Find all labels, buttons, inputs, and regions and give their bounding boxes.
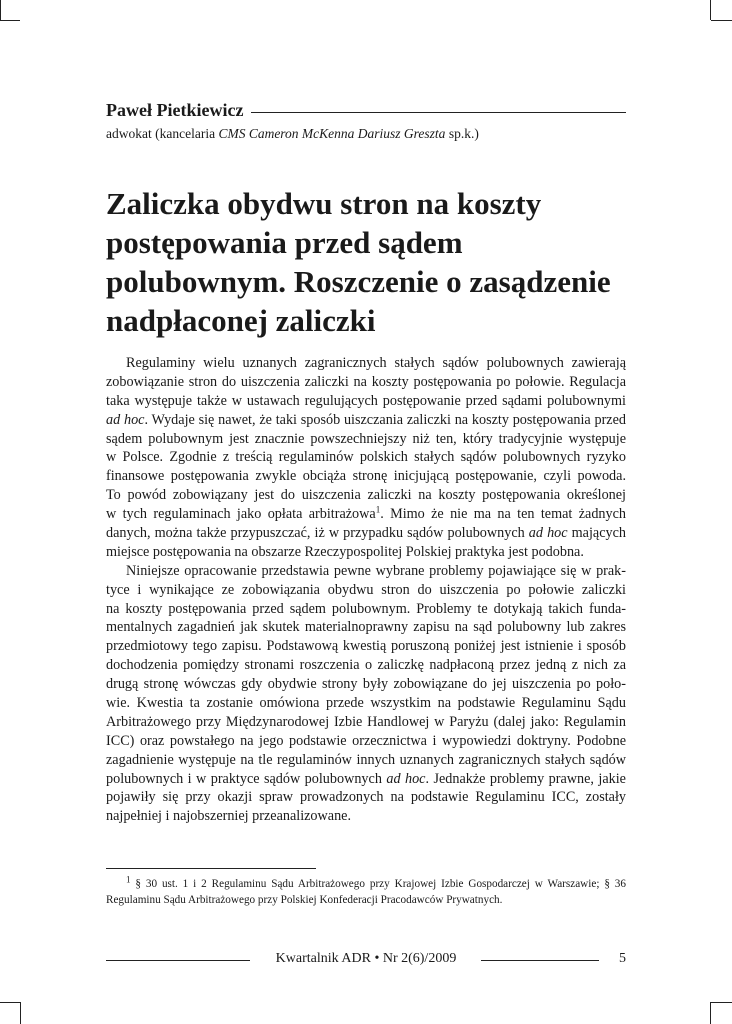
paragraph-1-line: ad hoc. Wydaje się nawet, że taki sposób uiszczania zaliczki na koszty postępowania przed	[106, 411, 626, 428]
crop-mark-bottom-left-v	[20, 1002, 21, 1024]
footnote-line: Regulaminu Sądu Arbitrażowego przy Polskiej Konfederacji Pracodawców Prywatnych.	[106, 894, 503, 906]
journal-footer: Kwartalnik ADR • Nr 2(6)/2009	[275, 951, 457, 966]
paragraph-1-line: sądem polubownym jest znacznie powszechniejszy niż ten, który tradycyjnie występuje	[106, 430, 626, 447]
page-number: 5	[619, 951, 626, 966]
paragraph-1-line: miejsce postępowania na obszarze Rzeczypospolitej Polskiej praktyka jest podobna.	[106, 543, 584, 560]
paragraph-2-line: polubownych i w praktyce sądów polubownych ad hoc. Jednakże problemy prawne, jakie	[106, 770, 626, 787]
paragraph-1-line: taka występuje także w ustawach regulujących postępowanie przed sądami polubownymi	[106, 392, 626, 409]
paragraph-2-line: pojawiły się przy okazji spraw prowadzonych na podstawie Regulaminu ICC, zostały	[106, 789, 626, 806]
paragraph-2-line: mentalnych zagadnień jak skutek materialnoprawny zapisu na sąd polubowny lub zakres	[106, 619, 626, 636]
crop-mark-top-right-h	[711, 20, 732, 21]
paragraph-1-line: Regulaminy wielu uznanych zagranicznych stałych sądów polubownych zawierają	[126, 355, 626, 371]
author-rule	[251, 112, 626, 113]
author-name: Paweł Pietkiewicz	[106, 100, 244, 120]
article-title: Zaliczka obydwu stron na koszty postępowania przed sądem polubownym. Roszczenie o zasądzenie nadpłaconej zaliczki	[106, 186, 611, 338]
paragraph-2-line: tyce i wynikające ze zobowiązania obydwu stron do uiszczenia po połowie zaliczki	[106, 581, 626, 598]
crop-mark-bottom-right	[711, 1002, 732, 1003]
footnote-rule	[106, 868, 316, 869]
paragraph-2-line: zagadnienie występuje na tle regulaminów innych uznanych zagranicznych stałych sądów	[106, 751, 626, 768]
paragraph-2-line: wie. Kwestia ta zostanie omówiona przede wszystkim na podstawie Regulaminu Sądu	[106, 695, 626, 712]
footnote-number: 1	[126, 874, 131, 885]
article-body	[106, 354, 626, 826]
crop-mark-bottom-left	[0, 1002, 20, 1003]
crop-mark-top-left-h	[0, 20, 20, 21]
paragraph-1-line: w Polsce. Zgodnie z treścią regulaminów polskich stałych sądów polubownych ryzyko	[106, 449, 626, 466]
paragraph-2-line: drugą stronę wówczas gdy obydwie strony były zobowiązane do jej uiszczenia po poło-	[106, 676, 626, 693]
paragraph-2-line: Niniejsze opracowanie przedstawia pewne wybrane problemy pojawiające się w prak-	[126, 562, 626, 579]
footnote	[106, 876, 626, 908]
crop-mark-top-left	[0, 0, 1, 20]
paragraph-1-line: zobowiązanie stron do uiszczenia zaliczki na koszty postępowania po połowie. Regulacja	[106, 373, 626, 390]
paragraph-2-line: dochodzenia pomiędzy stronami roszczenia o zaliczkę nadpłaconą przez jedną z nich za	[106, 657, 626, 674]
paragraph-2-line: przedmiotowy tego zapisu. Podstawową kwestią poruszoną poniżej jest istnienie i sposób	[106, 638, 626, 655]
paragraph-2-line: na koszty postępowania przed sądem polubownym. Problemy te dotykają takich funda-	[106, 600, 626, 617]
footer-rule-right	[481, 960, 599, 961]
author-affiliation: adwokat (kancelaria CMS Cameron McKenna Dariusz Greszta sp.k.)	[106, 126, 479, 141]
paragraph-2-line: Arbitrażowego przy Międzynarodowej Izbie Handlowej w Paryżu (dalej jako: Regulamin	[106, 713, 626, 730]
paragraph-2-line: najpełniej i najobszerniej przeanalizowane.	[106, 808, 352, 825]
paragraph-2-line: ICC) oraz powstałego na jego podstawie orzecznictwa i wypowiedzi doktryny. Podobne	[106, 732, 626, 749]
crop-mark-bottom-right-v	[710, 1002, 711, 1024]
paragraph-1-line: finansowe postępowania zwykle obciąża stronę inicjującą postępowanie, czyli powoda.	[106, 468, 626, 485]
footer-rule-left	[106, 960, 250, 961]
author-header	[106, 100, 626, 121]
footnote-ref[interactable]: 1	[375, 505, 381, 515]
paragraph-1-line: w tych regulaminach jako opłata arbitrażowa$^1$. Mimo że nie ma na ten temat żadnych	[106, 505, 626, 523]
paragraph-1-line: danych, można także przypuszczać, iż w przypadku sądów polubownych ad hoc mających	[106, 525, 626, 542]
firm-name: CMS Cameron McKenna Dariusz Greszta	[218, 126, 446, 141]
paragraph-1-line: To powód zobowiązany jest do uiszczenia zaliczki na koszty postępowania określonej	[106, 487, 626, 504]
footnote-line: $^1$ § 30 ust. 1 i 2 Regulaminu Sądu Arbitrażowego przy Krajowej Izbie Gospodarczej w Warszawie; § 36	[126, 874, 626, 890]
crop-mark-top-right	[710, 0, 711, 20]
